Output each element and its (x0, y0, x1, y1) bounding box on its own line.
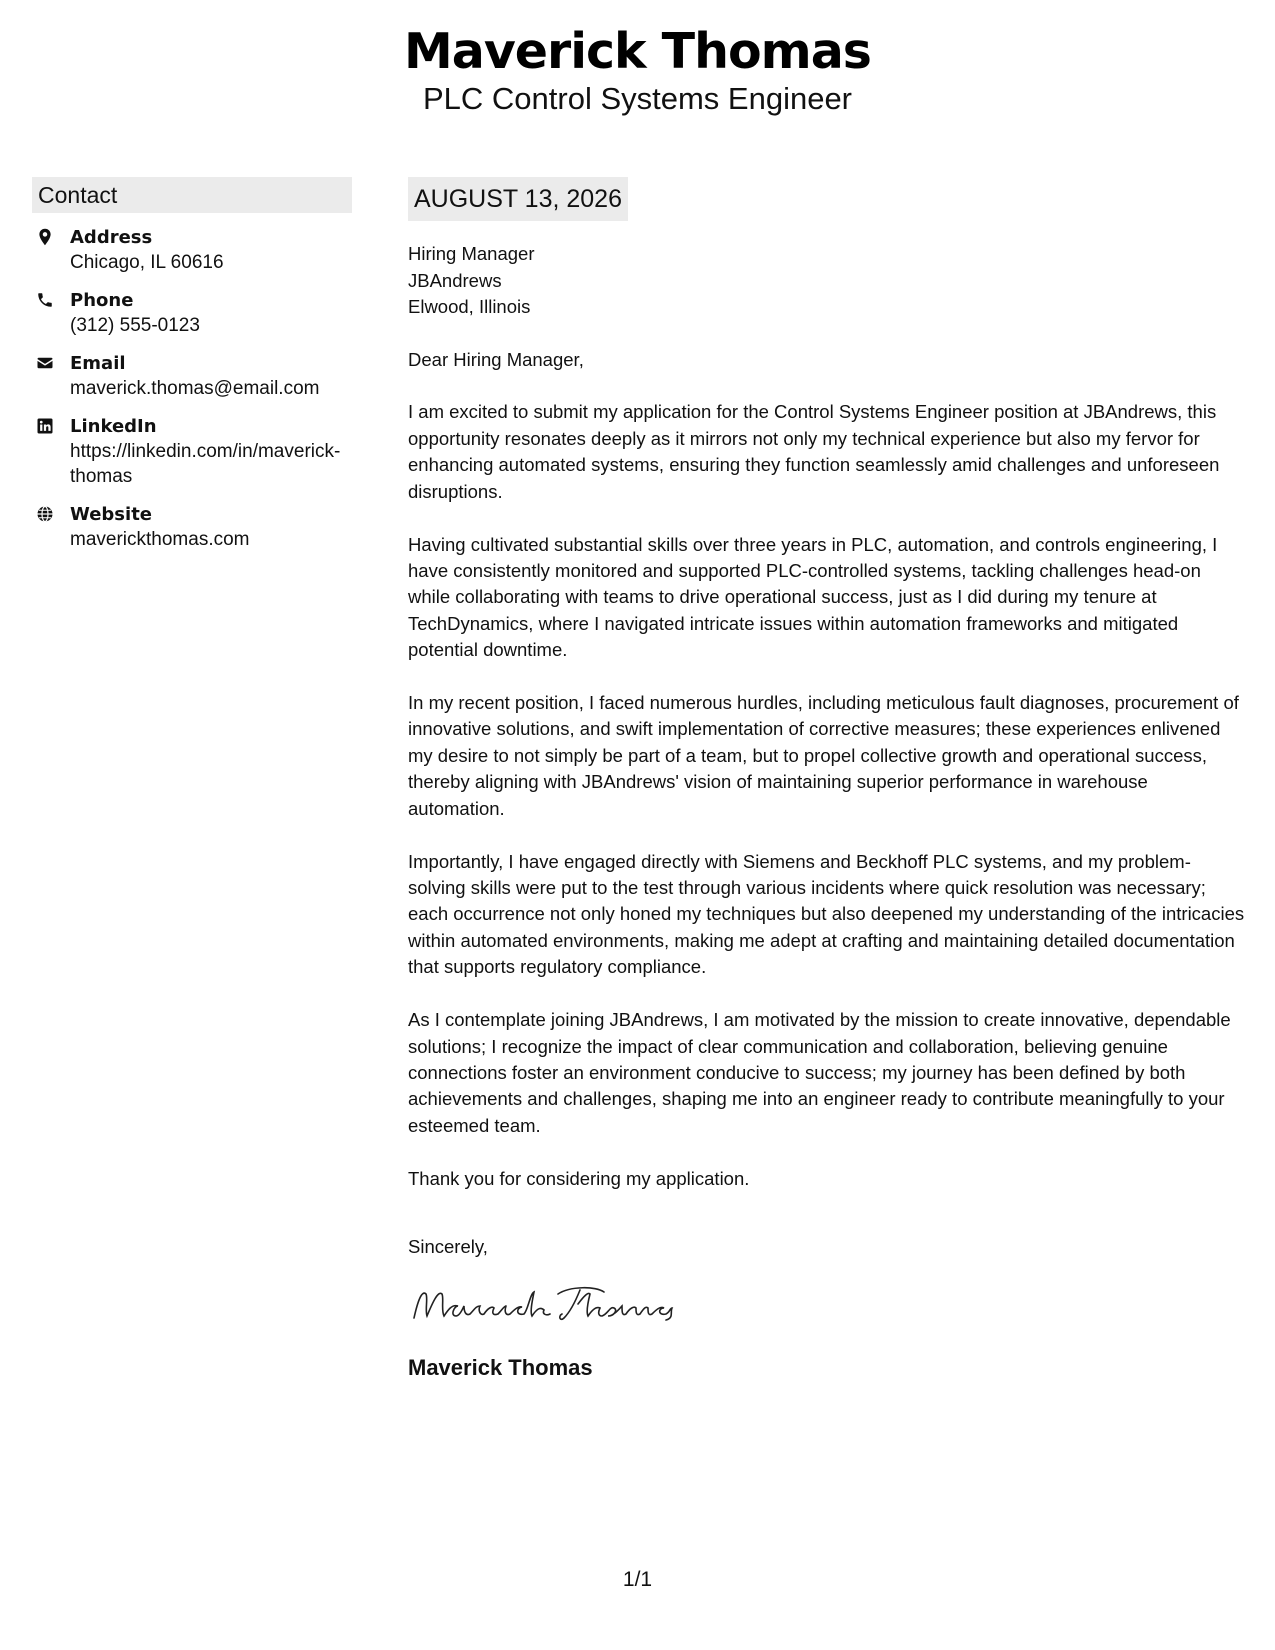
contact-sidebar (32, 177, 352, 566)
contact-label: Email (70, 353, 126, 374)
contact-label: Website (70, 504, 153, 525)
contact-label: LinkedIn (70, 416, 157, 437)
salutation: Dear Hiring Manager, (408, 348, 584, 370)
signed-name: Maverick Thomas (408, 1355, 593, 1381)
letter-date: AUGUST 13, 2026 (408, 177, 628, 221)
contact-list (32, 226, 352, 552)
contact-value: Chicago, IL 60616 (70, 252, 224, 273)
contact-item-linkedin (32, 415, 352, 489)
applicant-name: Maverick Thomas (404, 23, 871, 80)
letter-header (0, 22, 1275, 118)
recipient-line: JBAndrews (408, 269, 502, 291)
envelope-icon (36, 354, 54, 372)
applicant-title: PLC Control Systems Engineer (422, 81, 853, 116)
contact-heading: Contact (32, 177, 352, 213)
map-pin-icon (36, 228, 54, 246)
contact-value[interactable]: https://linkedin.com/in/maverick-thomas (70, 441, 341, 487)
contact-value: maverick.thomas@email.com (70, 378, 320, 399)
recipient-line: Elwood, Illinois (408, 296, 531, 317)
contact-item-phone (32, 289, 352, 338)
body-paragraph: Importantly, I have engaged directly with Siemens and Beckhoff PLC systems, and my problem-solving skills were put to the test through various incidents where quick resolution was necessary; each occurrence not only honed my techniques but also deepened my understanding of the intricacies within automated environments, making me adept at crafting and maintaining detailed documentation that supports regulatory compliance. (408, 850, 1245, 978)
contact-label: Phone (70, 290, 134, 311)
letter-body (408, 177, 1248, 1382)
contact-item-website (32, 503, 352, 552)
contact-label: Address (70, 227, 153, 248)
linkedin-icon (36, 417, 54, 435)
closing: Sincerely, (408, 1236, 488, 1258)
handwritten-signature (408, 1280, 1248, 1328)
signature-graphic (408, 1280, 678, 1328)
recipient-block (408, 241, 1248, 321)
contact-item-address (32, 226, 352, 275)
recipient-line: Hiring Manager (408, 243, 535, 264)
page-indicator: 1/1 (622, 1568, 653, 1591)
body-paragraph: Having cultivated substantial skills over three years in PLC, automation, and controls engineering, I have consistently monitored and supported PLC-controlled systems, tackling challenges head-on while collaborating with teams to drive operational success, just as I did during my tenure at TechDynamics, where I navigated intricate issues within automation frameworks and mitigated potential downtime. (408, 533, 1218, 661)
body-paragraph: In my recent position, I faced numerous hurdles, including meticulous fault diagnoses, procurement of innovative solutions, and swift implementation of corrective measures; these experiences enlivened my desire to not simply be part of a team, but to propel collective growth and operational success, thereby aligning with JBAndrews' vision of maintaining superior performance in warehouse automation. (408, 692, 1239, 819)
body-paragraph: Thank you for considering my application. (408, 1167, 750, 1189)
phone-icon (36, 291, 54, 309)
contact-item-email (32, 352, 352, 401)
contact-value: (312) 555-0123 (70, 315, 200, 336)
body-paragraph: I am excited to submit my application for the Control Systems Engineer position at JBAndrews, this opportunity resonates deeply as it mirrors not only my technical experience but also my fervor for enhancing automated systems, ensuring they function seamlessly amid challenges and unforeseen disruptions. (408, 401, 1220, 502)
body-paragraph: As I contemplate joining JBAndrews, I am motivated by the mission to create innovative, dependable solutions; I recognize the impact of clear communication and collaboration, believing genuine connections foster an environment conducive to success; my journey has been defined by both achievements and challenges, shaping me into an engineer ready to contribute meaningfully to your esteemed team. (408, 1009, 1231, 1136)
globe-icon (36, 505, 54, 523)
contact-value[interactable]: maverickthomas.com (70, 529, 250, 550)
